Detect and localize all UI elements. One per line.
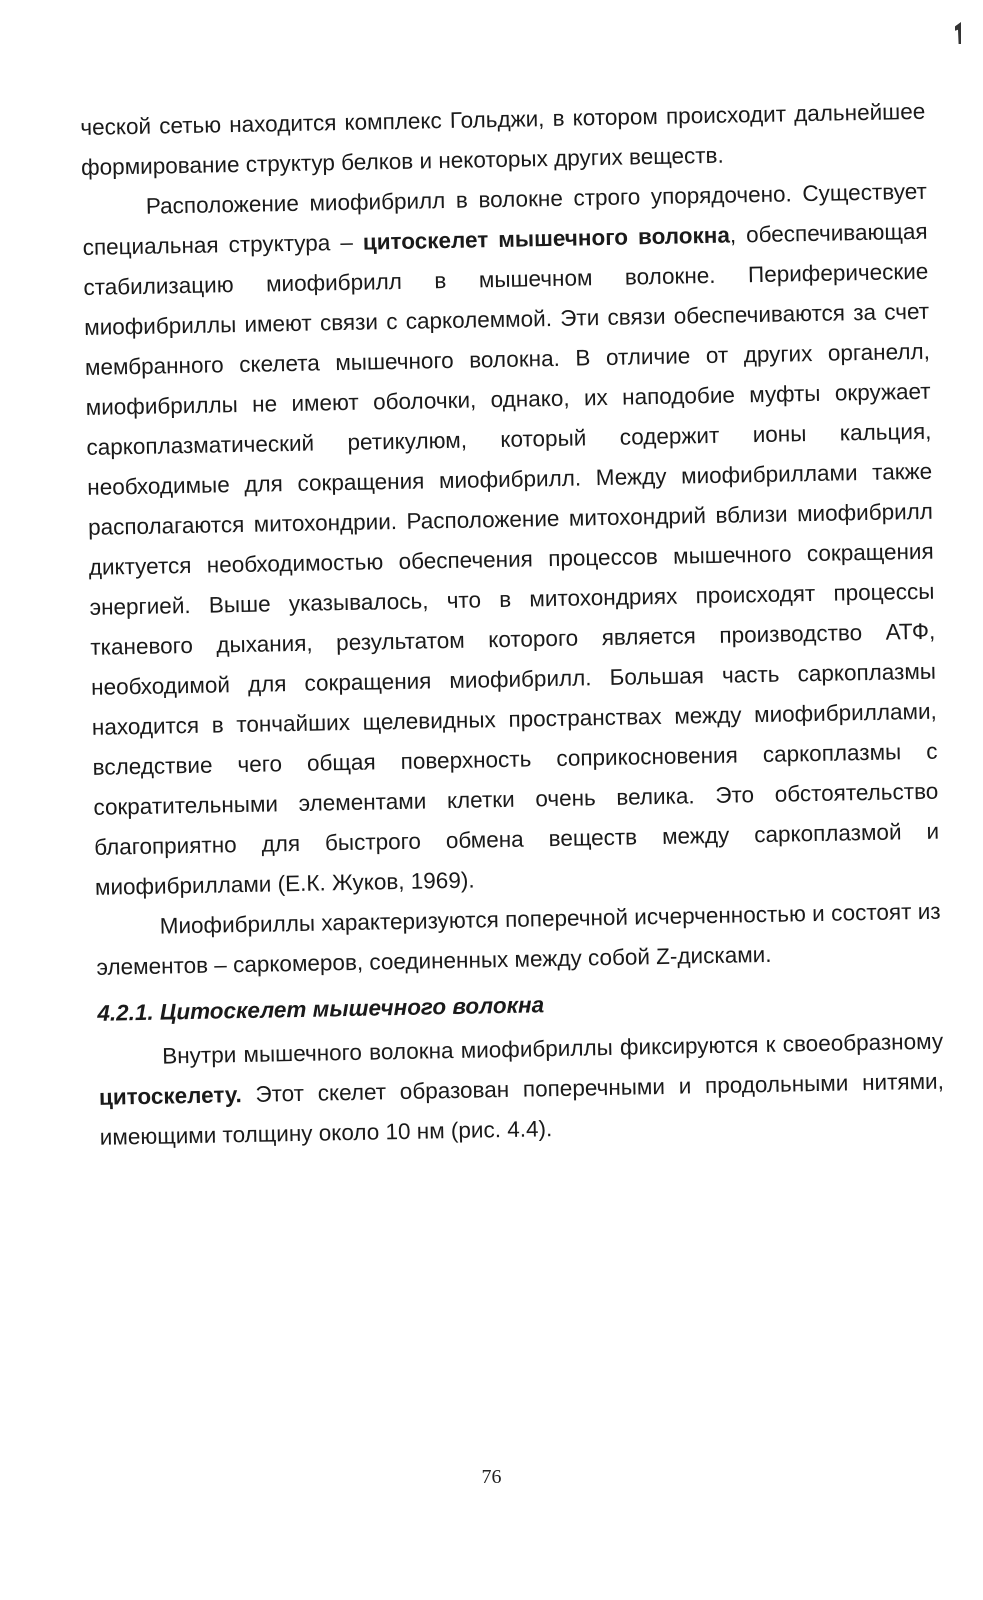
paragraph-4-text-b: Этот скелет образован поперечными и продольными нитями, имеющими толщину около 10 нм (рис. 4.4). (99, 1068, 945, 1150)
paragraph-4 (98, 1022, 945, 1158)
paragraph-2-text-b: , обеспечивающая стабилизацию миофибрилл в мышечном волокне. Периферические миофибриллы имеют связи с сарколеммой. Эти связи обеспечиваются за счет мембранного скелета мышечного волокна. В отличие от других органелл, миофибриллы не имеют оболочки, однако, их наподобие муфты окружает саркоплазматический ретикулюм, который содержит ионы кальция, необходимые для сокращения миофибрилл. Между миофибриллами также располагаются митохондрии. Расположение митохондрий вблизи миофибрилл диктуется необходимостью обеспечения процессов мышечного сокращения энергией. Выше указывалось, что в митохондриях происходят процессы тканевого дыхания, результатом которого является производство АТФ, необходимой для сокращения миофибрилл. Большая часть саркоплазмы находится в тончайших щелевидных пространствах между миофибриллами, вследствие чего общая поверхность соприкосновения саркоплазмы с сократительными элементами клетки очень велика. Это обстоятельство благоприятно для быстрого обмена веществ между саркоплазмой и миофибриллами (Е.К. Жуков, 1969). (83, 218, 940, 900)
page-number: 76 (481, 1466, 502, 1488)
scan-corner-mark (955, 22, 961, 44)
paragraph-4-text-a: Внутри мышечного волокна миофибриллы фиксируются к своеобразному (161, 1028, 944, 1069)
paragraph-3 (95, 892, 941, 988)
section-heading: 4.2.1. Цитоскелет мышечного волокна (97, 992, 545, 1026)
paragraph-2-term-cytoskeleton: цитоскелет мышечного волокна (362, 222, 731, 255)
paragraph-2-text-a: Расположение миофибрилл в волокне строго упорядочено. Существует специальная структура – (82, 178, 927, 260)
paragraph-1-text: ческой сетью находится комплекс Гольджи, в котором происходит дальнейшее формирование структур белков и некоторых других веществ. (80, 98, 926, 180)
text-body (80, 92, 945, 1158)
paragraph-3-text: Миофибриллы характеризуются поперечной исчерченностью и состоят из элементов – саркомеров, соединенных между собой Z-дисками. (96, 898, 941, 980)
paragraph-2 (82, 172, 941, 908)
paragraph-4-term-cytoskeleton: цитоскелету. (98, 1082, 242, 1110)
